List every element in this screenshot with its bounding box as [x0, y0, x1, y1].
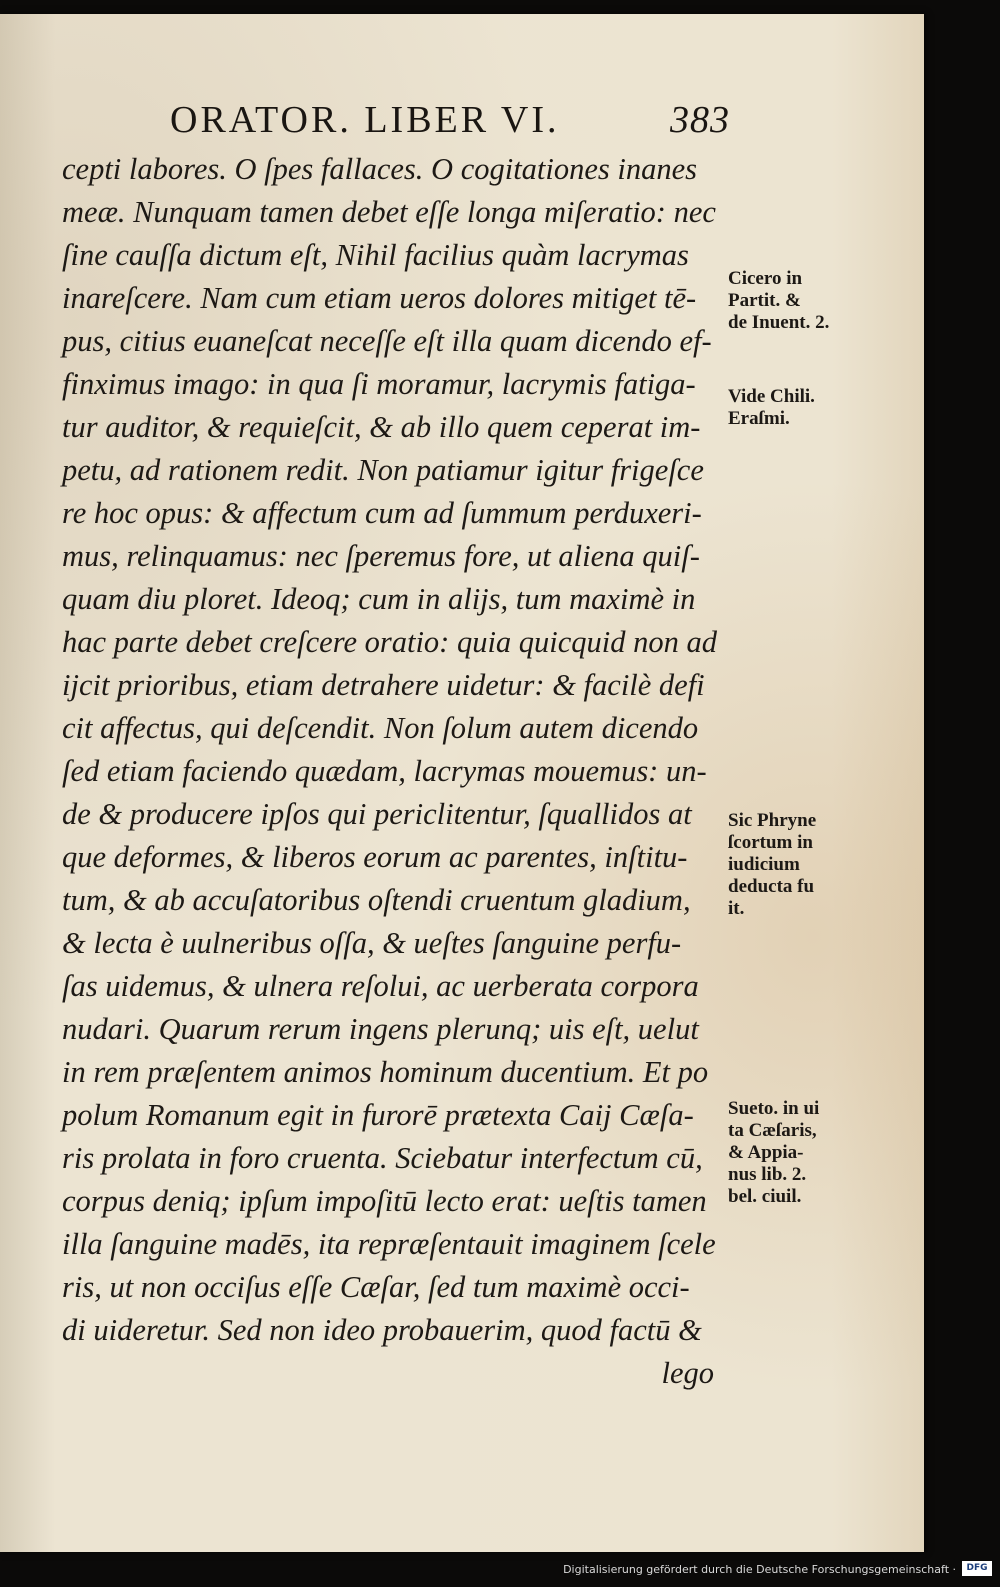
- text-line: re hoc opus: & affectum cum ad ſummum perduxeri-: [62, 496, 702, 530]
- text-line: ris prolata in foro cruenta. Sciebatur interfectum cū,: [62, 1141, 703, 1175]
- text-line: cit affectus, qui deſcendit. Non ſolum autem dicendo: [62, 711, 699, 745]
- margin-note-line: Vide Chili.: [728, 386, 815, 407]
- text-line: ris, ut non occiſus eſſe Cæſar, ſed tum maximè occi-: [62, 1270, 690, 1304]
- catchword: lego: [661, 1356, 714, 1390]
- dfg-logo: DFG: [962, 1561, 992, 1576]
- margin-note-line: Sueto. in ui: [728, 1098, 820, 1119]
- margin-note-line: deducta fu: [728, 876, 815, 897]
- text-line: pus, citius euaneſcat neceſſe eſt illa quam dicendo ef-: [62, 324, 712, 358]
- book-page: [0, 14, 924, 1552]
- margin-note-line: Cicero in: [728, 268, 803, 289]
- text-line: nudari. Quarum rerum ingens plerunq; uis eſt, uelut: [62, 1012, 699, 1046]
- margin-note-line: bel. ciuil.: [728, 1186, 802, 1207]
- margin-note-line: iudicium: [728, 854, 800, 875]
- margin-note-line: nus lib. 2.: [728, 1164, 807, 1185]
- text-line: ſine cauſſa dictum eſt, Nihil facilius quàm lacrymas: [62, 238, 689, 272]
- margin-note-line: ta Cæſaris,: [728, 1120, 817, 1141]
- running-head-title: ORATOR. LIBER VI.: [170, 99, 560, 141]
- text-line: petu, ad rationem redit. Non patiamur igitur frigeſce: [62, 453, 704, 487]
- digitization-footer: [0, 1558, 1000, 1582]
- text-line: inareſcere. Nam cum etiam ueros dolores mitiget tē-: [62, 281, 697, 315]
- margin-note-line: Eraſmi.: [728, 408, 790, 429]
- margin-note-line: ſcortum in: [728, 832, 813, 853]
- margin-note-phryne: [728, 810, 868, 920]
- margin-note-suetonius: [728, 1098, 868, 1208]
- margin-note-line: de Inuent. 2.: [728, 312, 830, 333]
- text-line: corpus deniq; ipſum impoſitū lecto erat: ueſtis tamen: [62, 1184, 707, 1218]
- text-line: de & producere ipſos qui periclitentur, ſquallidos at: [62, 797, 692, 831]
- text-line: cepti labores. O ſpes fallaces. O cogitationes inanes: [62, 152, 698, 186]
- page-number: 383: [670, 99, 730, 141]
- text-line: ſas uidemus, & ulnera reſolui, ac uerberata corpora: [62, 969, 699, 1003]
- margin-note-erasmus: [728, 386, 868, 430]
- text-line: illa ſanguine madēs, ita repræſentauit imaginem ſcele: [62, 1227, 716, 1261]
- text-line: tum, & ab accuſatoribus oſtendi cruentum gladium,: [62, 883, 691, 917]
- text-line: meæ. Nunquam tamen debet eſſe longa miſeratio: nec: [62, 195, 716, 229]
- margin-note-line: Partit. &: [728, 290, 801, 311]
- running-head: [170, 98, 730, 146]
- text-line: ijcit prioribus, etiam detrahere uidetur: & facilè defi: [62, 668, 705, 702]
- text-line: tur auditor, & requieſcit, & ab illo quem ceperat im-: [62, 410, 701, 444]
- funding-credit: Digitalisierung gefördert durch die Deutsche Forschungsgemeinschaft ·: [563, 1563, 956, 1576]
- margin-note-line: it.: [728, 898, 745, 919]
- text-line: finximus imago: in qua ſi moramur, lacrymis fatiga-: [62, 367, 696, 401]
- body-text: [62, 148, 722, 1395]
- text-line: in rem præſentem animos hominum ducentium. Et po: [62, 1055, 709, 1089]
- text-line: hac parte debet creſcere oratio: quia quicquid non ad: [62, 625, 718, 659]
- text-line: polum Romanum egit in furorē prætexta Caij Cæſa-: [62, 1098, 694, 1132]
- text-line: que deformes, & liberos eorum ac parentes, inſtitu-: [62, 840, 688, 874]
- margin-note-line: & Appia-: [728, 1142, 804, 1163]
- text-line: & lecta è uulneribus oſſa, & ueſtes ſanguine perfu-: [62, 926, 682, 960]
- text-line: ſed etiam faciendo quædam, lacrymas mouemus: un-: [62, 754, 707, 788]
- text-line: di uideretur. Sed non ideo probauerim, quod factū &: [62, 1313, 702, 1347]
- margin-note-line: Sic Phryne: [728, 810, 817, 831]
- text-line: mus, relinquamus: nec ſperemus fore, ut aliena quiſ-: [62, 539, 700, 573]
- margin-note-cicero: [728, 268, 868, 334]
- text-line: quam diu ploret. Ideoq; cum in alijs, tum maximè in: [62, 582, 696, 616]
